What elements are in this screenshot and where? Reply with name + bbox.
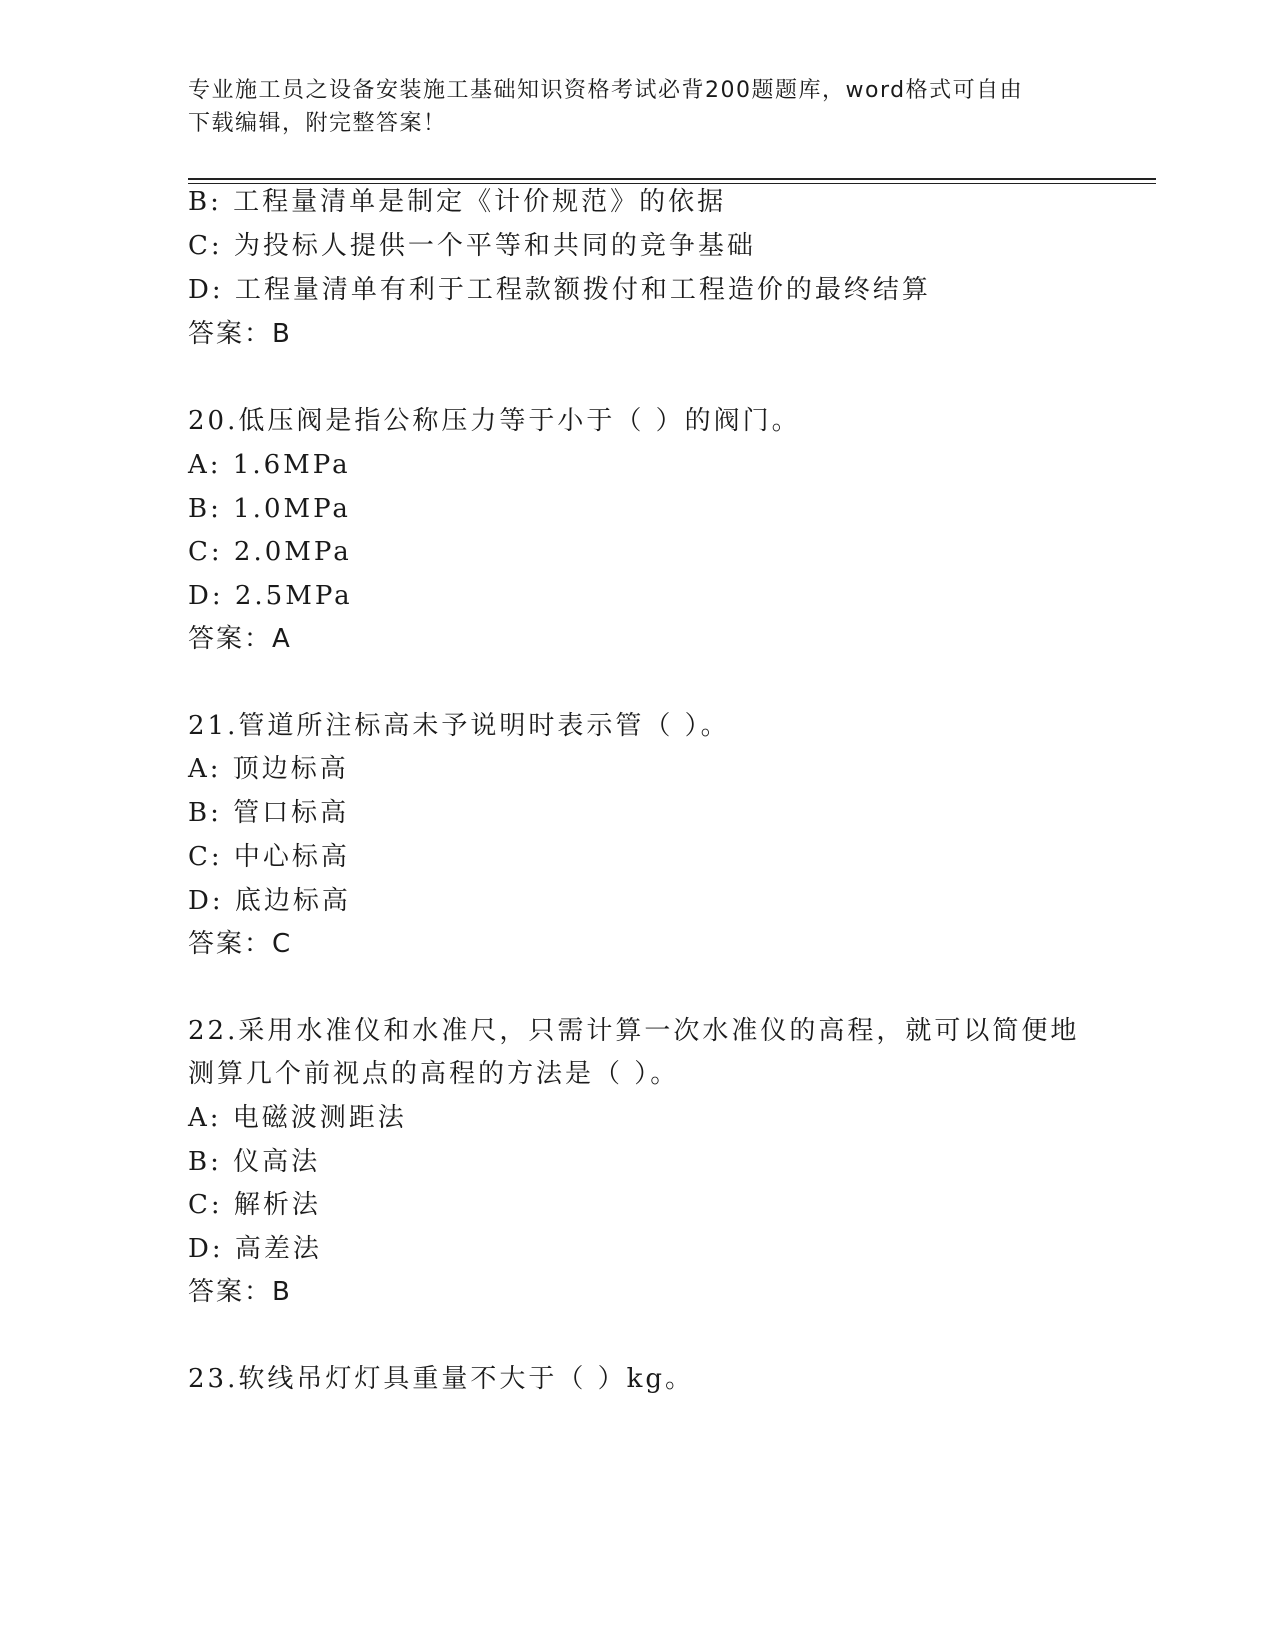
q19-option-d: D: 工程量清单有利于工程款额拨付和工程造价的最终结算 bbox=[188, 275, 931, 305]
document-header bbox=[188, 74, 1068, 140]
q22-option-d: D: 高差法 bbox=[188, 1234, 322, 1264]
q22-option-c: C: 解析法 bbox=[188, 1190, 321, 1220]
q22-stem-line-1: 22.采用水准仪和水准尺，只需计算一次水准仪的高程，就可以简便地 bbox=[188, 1016, 1080, 1046]
q22-answer: 答案：B bbox=[188, 1277, 292, 1307]
q20-option-b: B: 1.0MPa bbox=[188, 494, 351, 524]
q19-option-c: C: 为投标人提供一个平等和共同的竞争基础 bbox=[188, 231, 756, 261]
header-title-line-1: 专业施工员之设备安装施工基础知识资格考试必背200题题库，word格式可自由 bbox=[188, 78, 1024, 103]
q21-option-a: A: 顶边标高 bbox=[188, 754, 349, 784]
q22-stem-line-2: 测算几个前视点的高程的方法是（ ）。 bbox=[188, 1059, 680, 1089]
q20-stem: 20.低压阀是指公称压力等于小于（ ）的阀门。 bbox=[188, 406, 801, 436]
q21-option-d: D: 底边标高 bbox=[188, 886, 351, 916]
q20-option-c: C: 2.0MPa bbox=[188, 537, 352, 567]
q21-answer: 答案：C bbox=[188, 929, 293, 959]
header-divider-thin bbox=[188, 183, 1156, 184]
q20-option-a: A: 1.6MPa bbox=[188, 450, 351, 480]
q19-option-b: B: 工程量清单是制定《计价规范》的依据 bbox=[188, 187, 727, 217]
q20-option-d: D: 2.5MPa bbox=[188, 581, 353, 611]
header-divider-thick bbox=[188, 178, 1156, 180]
q21-option-b: B: 管口标高 bbox=[188, 798, 350, 828]
q20-answer: 答案：A bbox=[188, 624, 292, 654]
q21-option-c: C: 中心标高 bbox=[188, 842, 350, 872]
q23-stem: 23.软线吊灯灯具重量不大于（ ）kg。 bbox=[188, 1364, 695, 1394]
q21-stem: 21.管道所注标高未予说明时表示管（ ）。 bbox=[188, 711, 730, 741]
q22-option-b: B: 仪高法 bbox=[188, 1147, 321, 1177]
q19-answer: 答案：B bbox=[188, 319, 292, 349]
q22-option-a: A: 电磁波测距法 bbox=[188, 1103, 407, 1133]
header-title-line-2: 下载编辑，附完整答案！ bbox=[188, 111, 447, 136]
